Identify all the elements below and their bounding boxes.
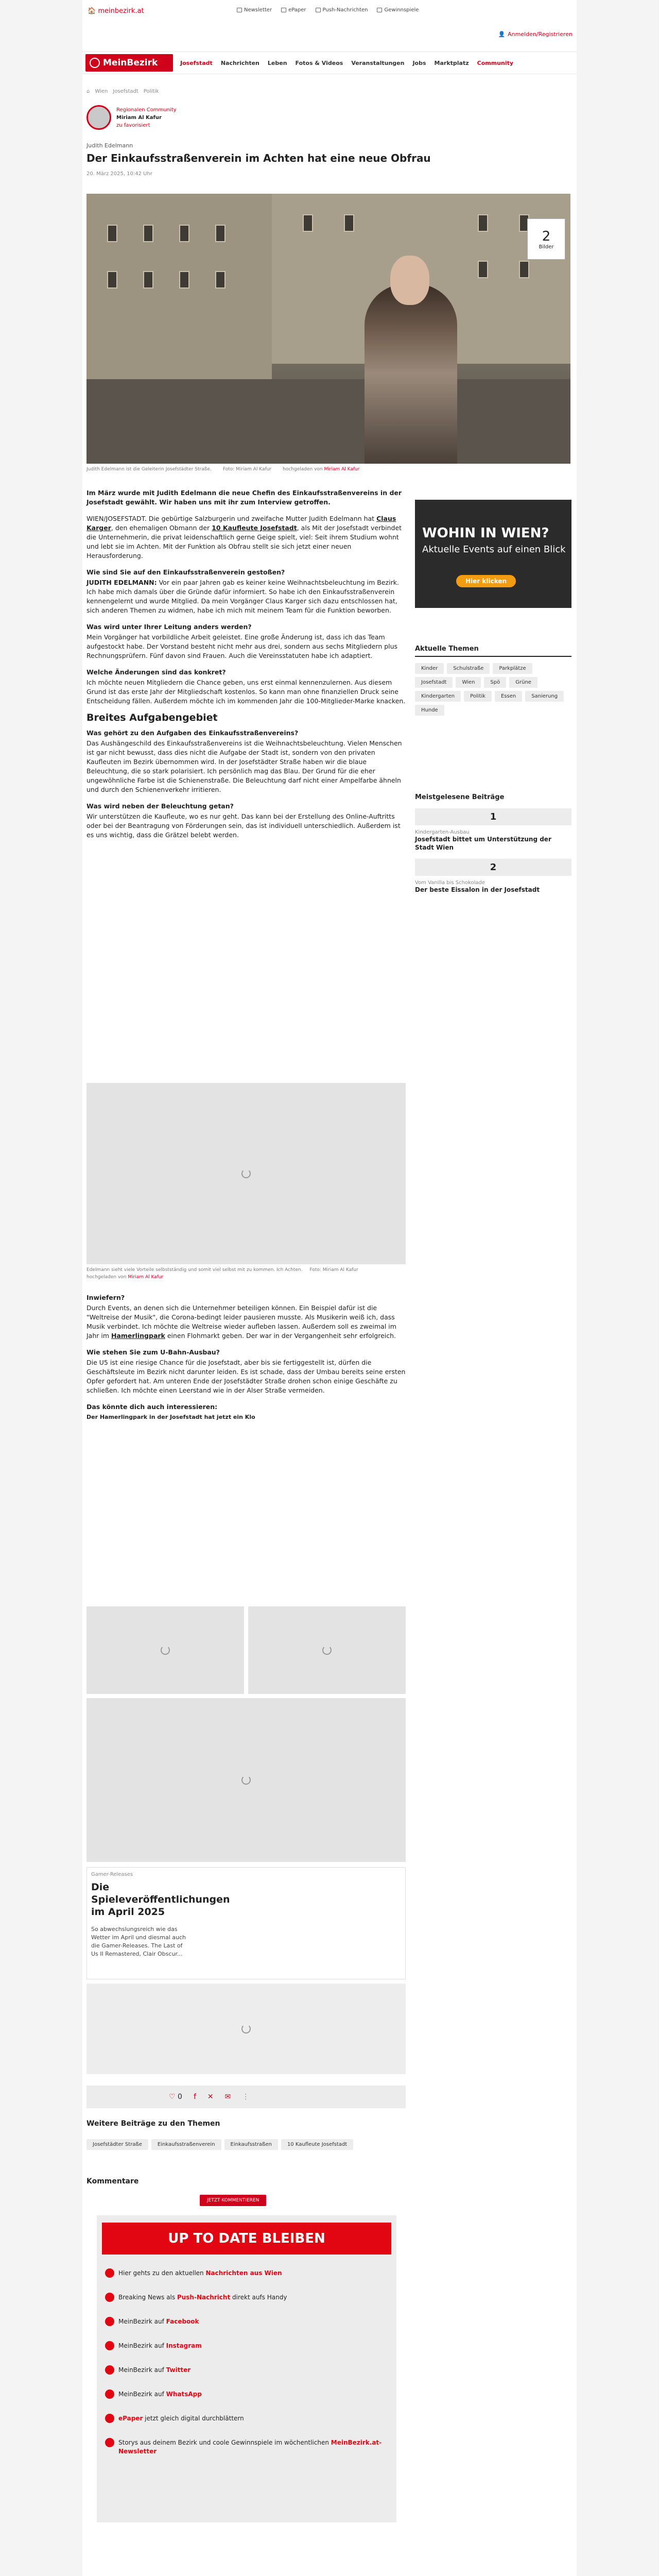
promo-text: So abwechslungsreich wie das Wetter im April und diesmal auch die Gamer-Releases. The Last of Us II Remastered, Clair Obscur...: [91, 1926, 186, 1957]
loading-spinner-icon: [241, 1169, 251, 1178]
topic-tag[interactable]: Josefstadt: [415, 677, 453, 688]
breadcrumb: [86, 89, 159, 94]
epaper-link[interactable]: ePaper: [281, 7, 306, 13]
user-icon: 👤: [498, 31, 506, 38]
author-meta: [116, 106, 177, 129]
events-ad[interactable]: [415, 500, 571, 608]
window: [107, 225, 117, 242]
interview-question: Wie sind Sie auf den Einkaufsstraßenverein gestoßen?: [86, 568, 285, 576]
logo-mark-icon: [90, 58, 100, 68]
bullet-icon: [105, 2389, 114, 2399]
topic-tag[interactable]: Einkaufsstraßen: [224, 2139, 278, 2150]
street: [86, 379, 570, 464]
window: [143, 271, 153, 289]
ad-subtitle: Aktuelle Events auf einen Blick: [422, 544, 566, 555]
utility-bar: [82, 0, 577, 22]
interview-question: Inwiefern?: [86, 1294, 125, 1301]
hero-caption: Judith Edelmann ist die Geleiterin Josefstädter Straße. Foto: Miriam Al Kafur hochgeladen von Miriam Al Kafur: [86, 467, 360, 472]
window: [143, 225, 153, 242]
more-icon[interactable]: ⋮: [242, 2093, 250, 2101]
nav-item-community[interactable]: Community: [477, 59, 514, 66]
nav-item-veranstaltungen[interactable]: Veranstaltungen: [351, 59, 405, 66]
most-read-title: Meistgelesene Beiträge: [415, 793, 505, 801]
article-image-2[interactable]: [86, 1083, 406, 1264]
paragraph: Durch Events, an denen sich die Unternehmer beteiligen können. Ein Beispiel dafür ist die "Weltreise der Musik", die Corona-bedingt leider pausieren musste. Als Musikerin weiß ich, dass Musik verbindet. Ich möchte die Weltreise wieder aufleben lassen. Außerdem soll es zweimal im Jahr im Hamerlingpark einen Flohmarkt geben. Der war in der Vergangenheit sehr erfolgreich.: [86, 1304, 396, 1340]
mail-icon[interactable]: ✉: [224, 2093, 231, 2101]
list-item[interactable]: MeinBezirk auf Twitter: [105, 2366, 388, 2375]
article-lead: Im März wurde mit Judith Edelmann die neue Chefin des Einkaufsstraßenvereins in der Josefstadt gewählt. Wir haben uns mit ihr zum Interview getroffen.: [86, 489, 402, 506]
favorite-status[interactable]: zu favorisiert: [116, 122, 150, 128]
topic-tag[interactable]: Sanierung: [525, 691, 564, 702]
person-figure: [365, 284, 457, 464]
breadcrumb-item[interactable]: Politik: [143, 89, 159, 94]
paragraph: Ich möchte neuen Mitgliedern die Chance geben, uns erst einmal kennenzulernen. Aus diesem Grund ist das erste Jahr der Mitgliedschaft kostenlos. So kann man ohne finanziellen Druck seine Entscheidung fällen. Außerdem möchte ich im kommenden Jahr die 100-Mitglieder-Marke knacken.: [86, 679, 406, 705]
paragraph: Mein Vorgänger hat vorbildliche Arbeit geleistet. Eine große Änderung ist, dass ich das Team aufgestockt habe. Der Vorstand besteht nicht mehr aus drei, sondern aus sechs Mitgliedern plus Rechnungsprüfern. Fünf davon sind Frauen. Auch die Vereinsstatuten habe ich adaptiert.: [86, 633, 398, 659]
topic-tag[interactable]: Essen: [495, 691, 522, 702]
window: [344, 214, 354, 232]
window: [519, 261, 529, 278]
promo-category: Gamer-Releases: [91, 1872, 133, 1877]
window: [179, 271, 189, 289]
interview-question: Was wird unter Ihrer Leitung anders werden?: [86, 623, 252, 631]
most-read-item[interactable]: 2 Vom Vanilla bis Schokolade Der beste Eissalon in der Josefstadt: [415, 859, 571, 894]
list-item[interactable]: Hier gehts zu den aktuellen Nachrichten aus Wien: [105, 2269, 388, 2278]
article-body-continued: [86, 1293, 406, 1429]
inline-link[interactable]: Hamerlingpark: [111, 1332, 165, 1340]
topic-tag[interactable]: Kindergarten: [415, 691, 461, 702]
article-body: [86, 488, 406, 847]
paragraph: Das Aushängeschild des Einkaufsstraßenvereins ist die Weihnachtsbeleuchtung. Vielen Menschen ist gar nicht bewusst, dass dies nicht die Aufgabe der Stadt ist, sondern von den privaten Kaufleuten im Bezirk übernommen wird. In der Josefstädter Straße haben wir die blaue Beleuchtung, die so stark polarisiert. Ich persönlich mag das Blau. Der Grund für die eher ungewöhnliche Farbe ist die Schienenstraße. Die Beleuchtung darf nicht einer Ampelfarbe ähneln und durch den Schienenverkehr irritieren.: [86, 739, 402, 793]
nav-item-fotos[interactable]: Fotos & Videos: [295, 59, 343, 66]
list-item[interactable]: Breaking News als Push-Nachricht direkt aufs Handy: [105, 2293, 388, 2302]
topics-tags: [415, 663, 571, 716]
bullet-icon: [105, 2365, 114, 2375]
nav-item-nachrichten[interactable]: Nachrichten: [220, 59, 259, 66]
more-topics-title: Weitere Beiträge zu den Themen: [86, 2120, 220, 2128]
more-topics-tags: [86, 2139, 406, 2150]
share-bar: [86, 2086, 406, 2108]
interview-question: Was wird neben der Beleuchtung getan?: [86, 802, 234, 810]
bullet-icon: [105, 2438, 114, 2447]
window: [179, 225, 189, 242]
window: [215, 225, 226, 242]
login-link[interactable]: 👤 Anmelden/Registrieren: [498, 31, 573, 38]
ad-title: WOHIN IN WIEN?: [422, 526, 549, 541]
bullet-icon: [105, 2268, 114, 2278]
breadcrumb-item[interactable]: Josefstadt: [113, 89, 138, 94]
topic-tag[interactable]: Politik: [464, 691, 492, 702]
window: [303, 214, 313, 232]
section-heading: Breites Aufgabengebiet: [86, 712, 218, 723]
gallery-count-button[interactable]: 2 Bilder: [527, 218, 565, 260]
window: [107, 271, 117, 289]
related-title[interactable]: Der Hamerlingpark in der Josefstadt hat jetzt ein Klo: [86, 1414, 255, 1420]
nav-item-josefstadt[interactable]: Josefstadt: [180, 59, 213, 66]
push-link[interactable]: Push-Nachrichten: [316, 7, 368, 13]
bullet-icon: [105, 2414, 114, 2423]
home-link[interactable]: 🏠 meinbezirk.at: [88, 7, 144, 15]
uptodate-list: [105, 2269, 388, 2471]
topic-tag[interactable]: 10 Kaufleute Josefstadt: [281, 2139, 353, 2150]
loading-spinner-icon: [161, 1646, 170, 1655]
ad-placeholder: [86, 1984, 406, 2074]
uploader-link[interactable]: Miriam Al Kafur: [324, 467, 360, 472]
uploader-link[interactable]: Miriam Al Kafur: [128, 1275, 164, 1280]
hero-image[interactable]: [86, 194, 570, 464]
interview-question: Welche Änderungen sind das konkret?: [86, 668, 226, 676]
author-box: [86, 105, 177, 130]
inline-link[interactable]: Claus Karger: [86, 515, 396, 532]
topic-tag[interactable]: Josefstädter Straße: [86, 2139, 148, 2150]
topic-tag[interactable]: Schulstraße: [447, 663, 490, 674]
newsletter-link[interactable]: Newsletter: [237, 7, 272, 13]
topic-tag[interactable]: Parkplätze: [493, 663, 532, 674]
author-name[interactable]: Miriam Al Kafur: [116, 114, 162, 121]
loading-spinner-icon: [322, 1646, 332, 1655]
loading-spinner-icon: [241, 2024, 251, 2033]
most-read-section: [415, 793, 571, 894]
paragraph: WIEN/JOSEFSTADT. Die gebürtige Salzburgerin und zweifache Mutter Judith Edelmann hat Claus Karger, den ehemaligen Obmann der 10 Kaufleute Josefstadt, als Mit der Josefstadt verbindet die Unternehmerin, die privat leidenschaftlich gerne Geige spielt, viel: Seit ihrem Studium wohnt und lebt sie im Achten. Mit der Funktion als Obfrau stellt sie sich jetzt einer neuen Herausforderung.: [86, 515, 402, 560]
topics-title: Aktuelle Themen: [415, 645, 479, 653]
related-image[interactable]: [86, 1606, 244, 1694]
bullet-icon: [105, 2341, 114, 2350]
nav-item-leben[interactable]: Leben: [267, 59, 287, 66]
window: [478, 261, 488, 278]
ad-button[interactable]: Hier klicken: [456, 575, 516, 587]
comment-button[interactable]: JETZT KOMMENTIEREN: [200, 2195, 266, 2206]
topic-tag[interactable]: Spö: [484, 677, 506, 688]
list-item[interactable]: MeinBezirk auf WhatsApp: [105, 2390, 388, 2399]
home-icon[interactable]: ⌂: [86, 89, 90, 94]
avatar[interactable]: [86, 105, 111, 130]
nav-item-jobs[interactable]: Jobs: [412, 59, 426, 66]
bell-icon: [316, 8, 321, 12]
article-person: Judith Edelmann: [86, 142, 133, 149]
most-read-item[interactable]: 1 Kindergarten-Ausbau Josefstadt bittet um Unterstützung der Stadt Wien: [415, 808, 571, 852]
topic-tag[interactable]: Kinder: [415, 663, 444, 674]
list-item[interactable]: Storys aus deinem Bezirk und coole Gewinnspiele im wöchentlichen MeinBezirk.at-Newsletter: [105, 2438, 388, 2456]
related-image-large[interactable]: [86, 1698, 406, 1862]
loading-spinner-icon: [241, 1775, 251, 1785]
list-item[interactable]: MeinBezirk auf Instagram: [105, 2342, 388, 2350]
main-nav: [82, 52, 577, 74]
window: [478, 214, 488, 232]
bullet-icon: [105, 2293, 114, 2302]
promo-card[interactable]: [86, 1867, 406, 1979]
site-logo[interactable]: MeinBezirk: [85, 54, 173, 72]
image-2-caption: Edelmann sieht viele Vorteile selbstständig und somit viel selbst mit zu kommen. Ich Achten. Foto: Miriam Al Kafur hochgeladen von Miriam Al Kafur: [86, 1267, 358, 1280]
topic-tag[interactable]: Einkaufsstraßenverein: [151, 2139, 221, 2150]
utility-links: [237, 7, 419, 13]
related-image[interactable]: [248, 1606, 406, 1694]
paper-icon: [281, 8, 286, 12]
mail-icon: [237, 8, 242, 12]
inline-link[interactable]: 10 Kaufleute Josefstadt: [212, 524, 297, 532]
bullet-icon: [105, 2317, 114, 2326]
topic-tag[interactable]: Grüne: [509, 677, 537, 688]
interview-question: Wie stehen Sie zum U-Bahn-Ausbau?: [86, 1348, 220, 1356]
uptodate-box: [97, 2215, 396, 2522]
also-interesting-label: Das könnte dich auch interessieren:: [86, 1403, 218, 1411]
comments-title: Kommentare: [86, 2177, 139, 2185]
paragraph: JUDITH EDELMANN: Vor ein paar Jahren gab es keiner keine Weihnachtsbeleuchtung im Bezirk. Ich habe mich damals über die Gründe dafür informiert. So habe ich den Einkaufsstraßenverein kennengelernt und wurde Mitglied. Da mein Vorgänger Claus Karger sich dazu entschlossen hat, sich anderen Themen zu widmen, habe ich mich mit meinem Team für die Funktion beworben.: [86, 579, 399, 614]
x-icon[interactable]: ✕: [207, 2093, 214, 2101]
page-container: [82, 0, 577, 2576]
list-item[interactable]: ePaper jetzt gleich digital durchblättern: [105, 2414, 388, 2423]
page-title: Der Einkaufsstraßenverein im Achten hat eine neue Obfrau: [86, 152, 431, 164]
breadcrumb-item[interactable]: Wien: [95, 89, 108, 94]
topic-tag[interactable]: Wien: [456, 677, 481, 688]
nav-item-marktplatz[interactable]: Marktplatz: [434, 59, 469, 66]
topic-tag[interactable]: Hunde: [415, 705, 444, 716]
interview-question: Was gehört zu den Aufgaben des Einkaufsstraßenvereins?: [86, 729, 299, 737]
nav-items: [180, 60, 513, 66]
gift-icon: [377, 8, 382, 12]
uptodate-title: UP TO DATE BLEIBEN: [102, 2223, 391, 2255]
topics-section: [415, 645, 571, 716]
article-date: 20. März 2025, 10:42 Uhr: [86, 171, 152, 177]
promo-title: Die Spieleveröffentlichungen im April 2025: [91, 1882, 230, 1918]
facebook-icon[interactable]: f: [193, 2093, 196, 2101]
list-item[interactable]: MeinBezirk auf Facebook: [105, 2317, 388, 2326]
paragraph: Wir unterstützen die Kaufleute, wo es nur geht. Das kann bei der Erstellung des Online-Auftritts oder bei der Beantragung von Förderungen sein, das ist individuell unterschiedlich. Außerdem ist es uns wichtig, dass die Grätzel belebt werden.: [86, 812, 401, 839]
author-community: Regionalen Community: [116, 107, 177, 113]
gewinnspiele-link[interactable]: Gewinnspiele: [377, 7, 419, 13]
like-button[interactable]: ♡ 0: [169, 2093, 182, 2101]
paragraph: Die U5 ist eine riesige Chance für die Josefstadt, aber bis sie fertiggestellt ist, dürfen die Geschäftsleute im Bezirk nicht darunter leiden. Es ist schade, dass der Umbau bereits seine ersten Opfer gefordert hat. Am unteren Ende der Josefstädter Straße drohen schon einige Geschäfte zu schließen. Ich möchte einen Leerstand wie in der Alser Straße vermeiden.: [86, 1359, 406, 1394]
person-head: [390, 256, 429, 305]
window: [215, 271, 226, 289]
